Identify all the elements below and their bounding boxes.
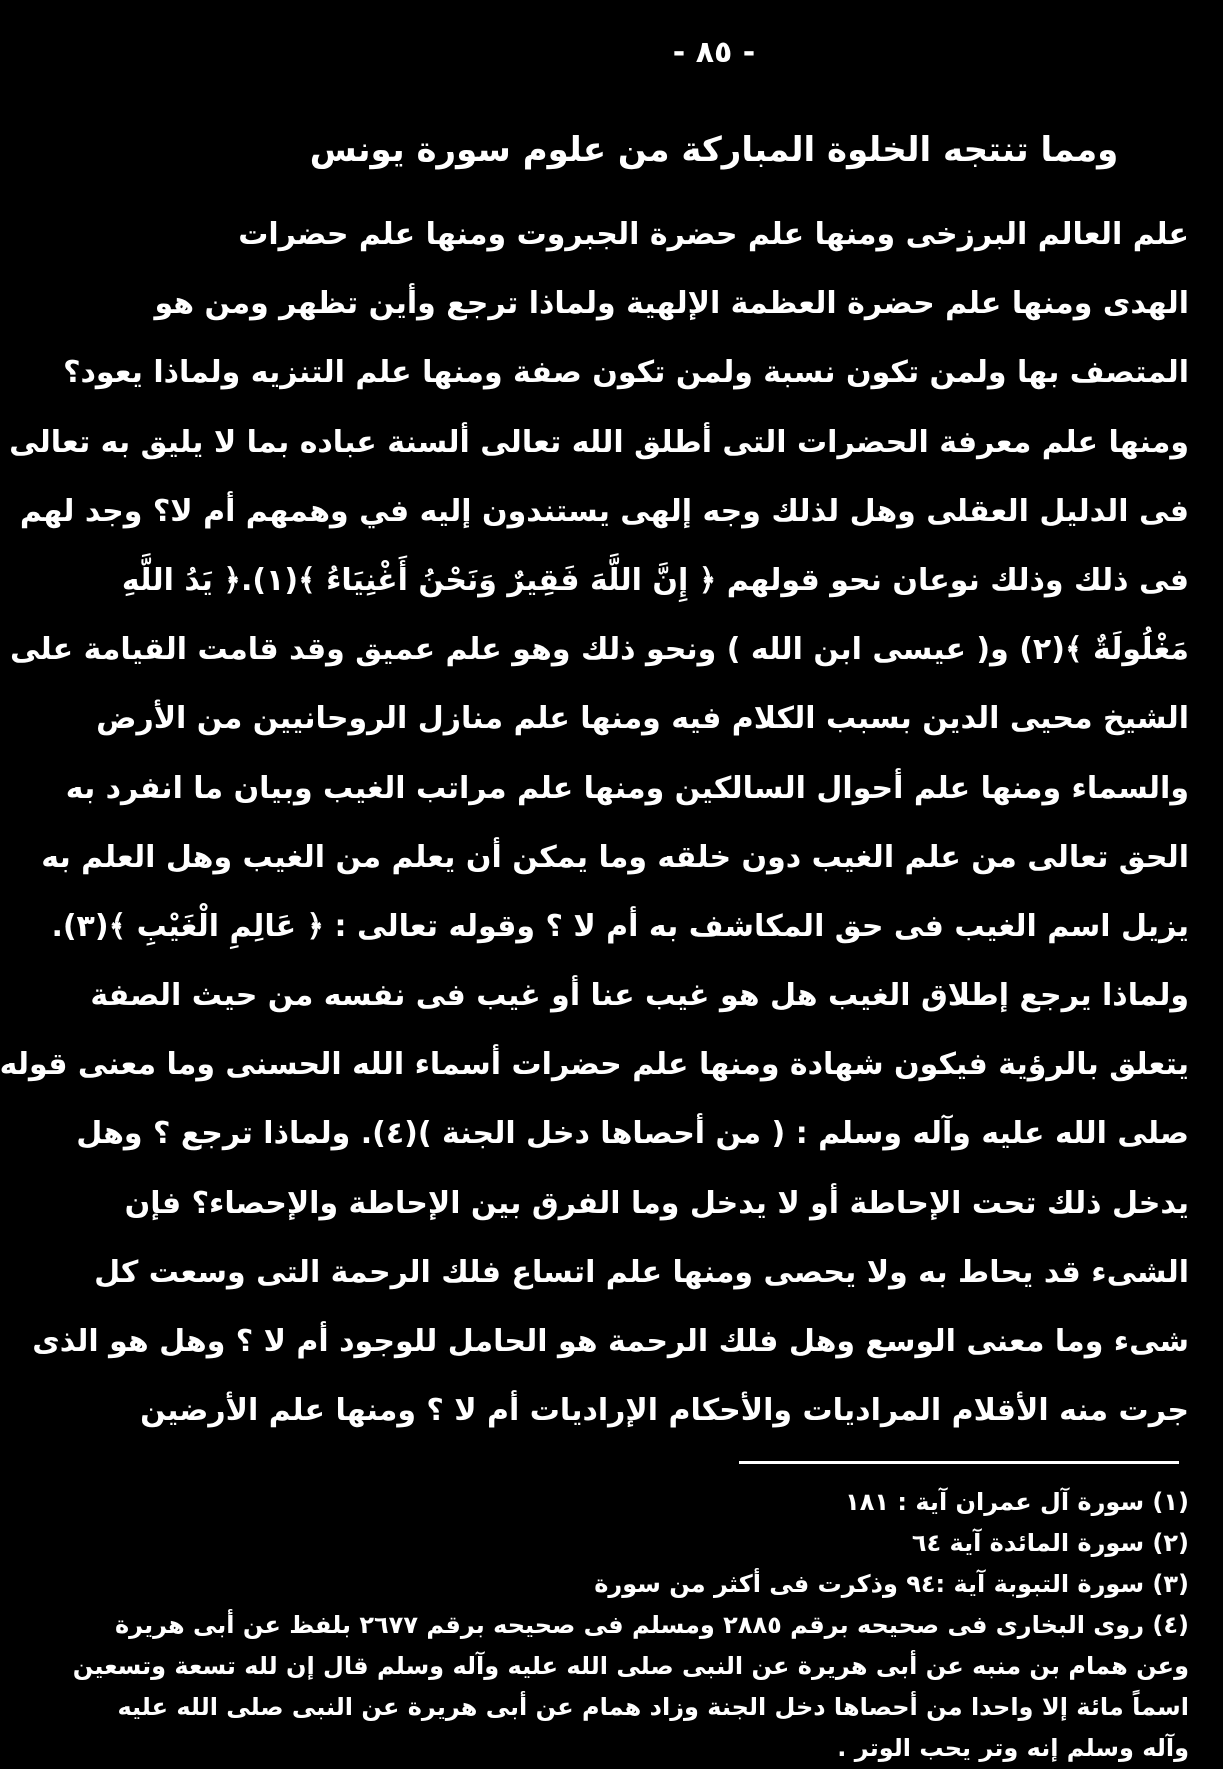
- body-line: فى الدليل العقلى وهل لذلك وجه إلهى يستندون إليه في وهمهم أم لا؟ وجد لهم: [19, 493, 1189, 529]
- footnote-4-continued: اسماً مائة إلا واحدا من أحصاها دخل الجنة وزاد همام عن أبى هريرة عن النبى صلى الله عليه: [117, 1693, 1189, 1722]
- section-title: ومما تنتجه الخلوة المباركة من علوم سورة يونس: [309, 130, 1119, 170]
- body-line: ومنها علم معرفة الحضرات التى أطلق الله تعالى ألسنة عباده بما لا يليق به تعالى: [9, 424, 1189, 460]
- footnote-separator: [739, 1461, 1179, 1464]
- body-line: يزيل اسم الغيب فى حق المكاشف به أم لا ؟ وقوله تعالى : ﴿ عَالِمِ الْغَيْبِ ﴾(٣).: [51, 908, 1189, 944]
- body-text: [0, 200, 1189, 1445]
- footnote-1: (١) سورة آل عمران آية : ١٨١: [845, 1488, 1189, 1517]
- body-line: جرت منه الأقلام المراديات والأحكام الإراديات أم لا ؟ ومنها علم الأرضين: [140, 1393, 1189, 1429]
- body-line: الحق تعالى من علم الغيب دون خلقه وما يمكن أن يعلم من الغيب وهل العلم به: [41, 839, 1189, 875]
- footnote-4-continued: وآله وسلم إنه وتر يحب الوتر .: [837, 1734, 1189, 1763]
- body-line: يدخل ذلك تحت الإحاطة أو لا يدخل وما الفرق بين الإحاطة والإحصاء؟ فإن: [124, 1185, 1189, 1221]
- body-line: علم العالم البرزخى ومنها علم حضرة الجبروت ومنها علم حضرات: [238, 217, 1189, 252]
- footnote-3: (٣) سورة التبوبة آية :٩٤ وذكرت فى أكثر من سورة: [594, 1570, 1189, 1599]
- body-line: صلى الله عليه وآله وسلم : ( من أحصاها دخل الجنة )(٤). ولماذا ترجع ؟ وهل: [76, 1116, 1189, 1152]
- body-line: المتصف بها ولمن تكون نسبة ولمن تكون صفة ومنها علم التنزيه ولماذا يعود؟: [63, 355, 1189, 391]
- body-line: يتعلق بالرؤية فيكون شهادة ومنها علم حضرات أسماء الله الحسنى وما معنى قوله: [0, 1047, 1189, 1083]
- body-line: والسماء ومنها علم أحوال السالكين ومنها علم مراتب الغيب وبيان ما انفرد به: [65, 770, 1189, 806]
- footnote-4-continued: وعن همام بن منبه عن أبى هريرة عن النبى صلى الله عليه وآله وسلم قال إن لله تسعة وتسعين: [72, 1652, 1189, 1681]
- body-line: ولماذا يرجع إطلاق الغيب هل هو غيب عنا أو غيب فى نفسه من حيث الصفة: [90, 978, 1189, 1014]
- document-page: [0, 28, 1189, 1763]
- body-line: الهدى ومنها علم حضرة العظمة الإلهية ولماذا ترجع وأين تظهر ومن هو: [154, 286, 1189, 322]
- body-line: فى ذلك وذلك نوعان نحو قولهم ﴿ إِنَّ اللَّهَ فَقِيرٌ وَنَحْنُ أَغْنِيَاءُ ﴾(١).﴿ يَدُ اللَّهِ: [121, 562, 1189, 598]
- body-line: شىء وما معنى الوسع وهل فلك الرحمة هو الحامل للوجود أم لا ؟ وهل هو الذى: [32, 1324, 1189, 1359]
- body-line: الشيخ محيى الدين بسبب الكلام فيه ومنها علم منازل الروحانيين من الأرض: [96, 701, 1189, 737]
- body-line: مَغْلُولَةٌ ﴾(٢) و( عيسى ابن الله ) ونحو ذلك وهو علم عميق وقد قامت القيامة على: [10, 632, 1189, 668]
- footnote-4: (٤) روى البخارى فى صحيحه برقم ٢٨٨٥ ومسلم فى صحيحه برقم ٢٦٧٧ بلفظ عن أبى هريرة: [114, 1611, 1189, 1640]
- footnote-2: (٢) سورة المائدة آية ٦٤: [911, 1529, 1189, 1558]
- page-number: - ٨٥ -: [672, 35, 756, 70]
- footnotes: [72, 1482, 1189, 1769]
- body-line: الشىء قد يحاط به ولا يحصى ومنها علم اتساع فلك الرحمة التى وسعت كل: [94, 1254, 1189, 1290]
